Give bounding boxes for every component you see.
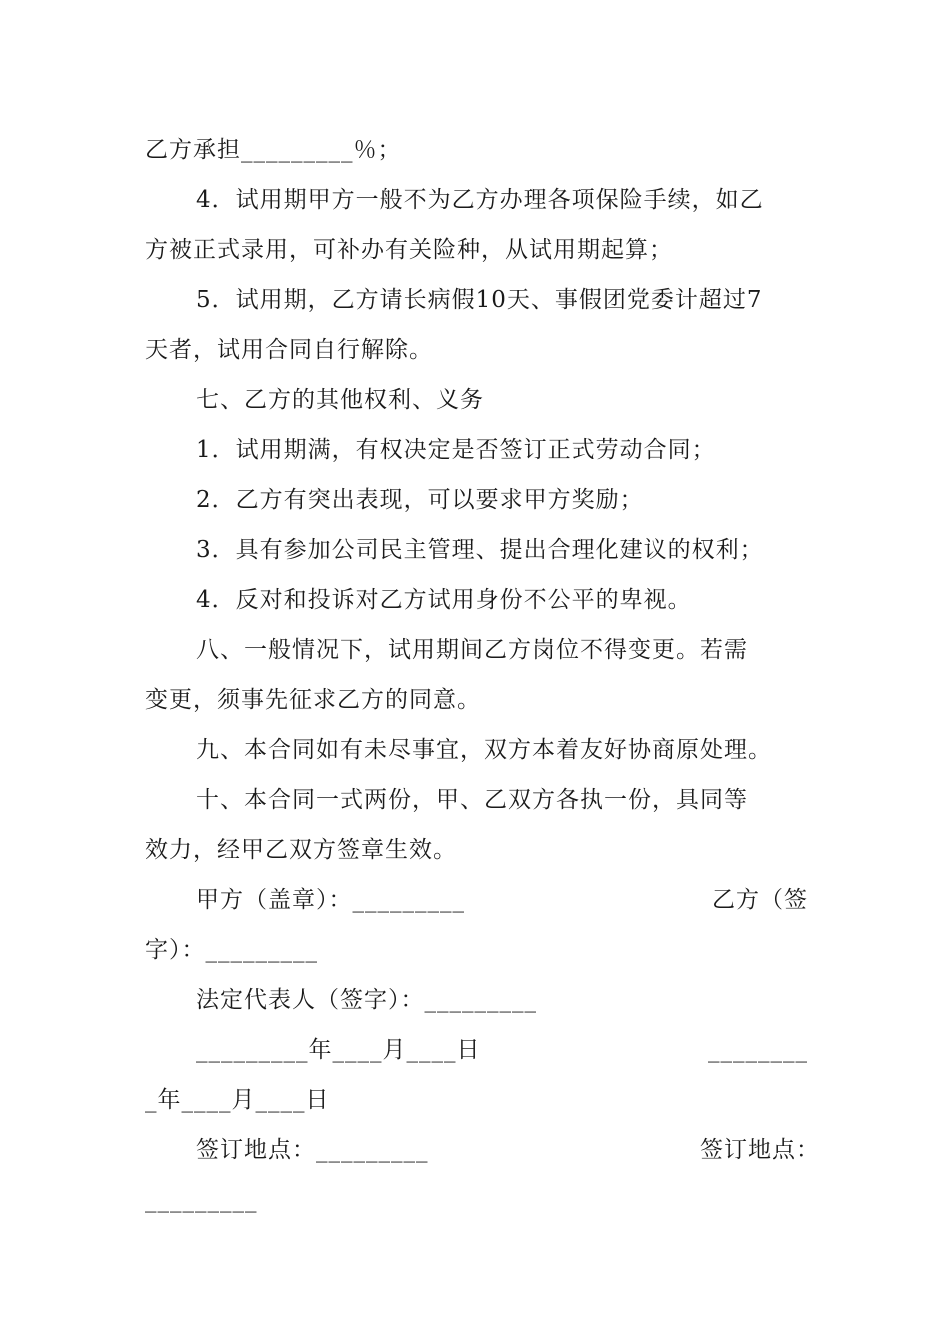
text-line: 效力，经甲乙双方签章生效。 (145, 837, 457, 863)
text-line: 4．反对和投诉对乙方试用身份不公平的卑视。 (196, 587, 692, 613)
text-line: 八、一般情况下，试用期间乙方岗位不得变更。若需 (196, 637, 748, 663)
text-line: 变更，须事先征求乙方的同意。 (145, 687, 481, 713)
party-b-sign-end: 字）：_________ (145, 937, 318, 963)
place-party-b-start: 签订地点： (700, 1137, 820, 1163)
date-party-a: _________年____月____日 (196, 1037, 481, 1063)
party-a-seal: 甲方（盖章）：_________ (196, 887, 465, 913)
place-party-a: 签订地点：_________ (196, 1137, 429, 1163)
text-line: 3．具有参加公司民主管理、提出合理化建议的权利； (196, 537, 764, 563)
text-line: 1．试用期满，有权决定是否签订正式劳动合同； (196, 437, 716, 463)
text-line: 方被正式录用，可补办有关险种，从试用期起算； (145, 237, 673, 263)
place-party-b-end: _________ (145, 1187, 258, 1213)
text-line: 乙方承担_________％； (145, 137, 402, 163)
text-line: 九、本合同如有未尽事宜，双方本着友好协商原处理。 (196, 737, 772, 763)
text-line: 5．试用期，乙方请长病假10天、事假团党委计超过7 (196, 287, 763, 313)
date-party-b-end: _年____月____日 (145, 1087, 330, 1113)
party-b-sign-start: 乙方（签 (712, 887, 808, 913)
text-line: 4．试用期甲方一般不为乙方办理各项保险手续，如乙 (196, 187, 764, 213)
date-party-b-start: ________ (708, 1037, 808, 1063)
section-heading: 七、乙方的其他权利、义务 (196, 387, 484, 413)
text-line: 2．乙方有突出表现，可以要求甲方奖励； (196, 487, 644, 513)
text-line: 天者，试用合同自行解除。 (145, 337, 433, 363)
text-line: 十、本合同一式两份，甲、乙双方各执一份，具同等 (196, 787, 748, 813)
legal-representative: 法定代表人（签字）：_________ (196, 987, 537, 1013)
